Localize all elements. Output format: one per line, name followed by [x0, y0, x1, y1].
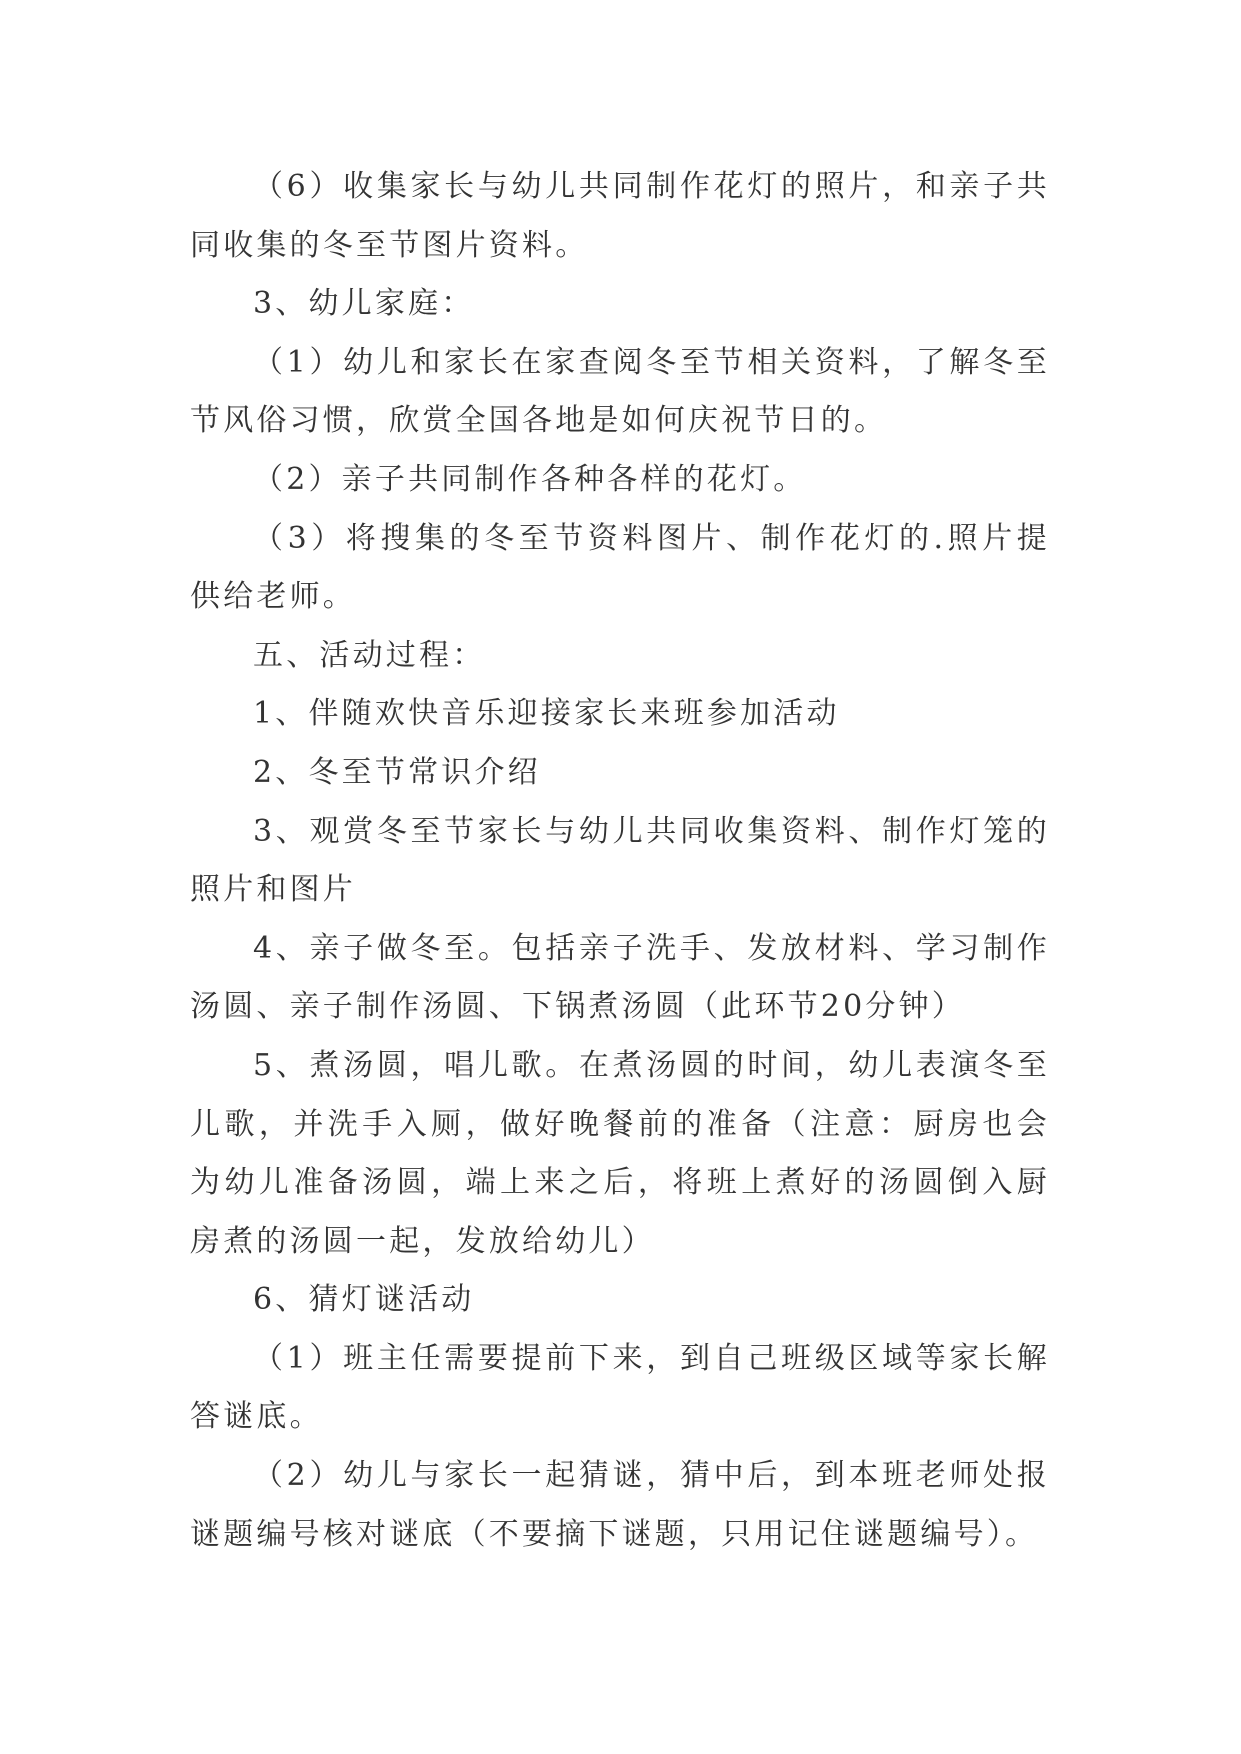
step-view-photos: 3、观赏冬至节家长与幼儿共同收集资料、制作灯笼的照片和图片	[190, 813, 1050, 908]
paragraph-family-research: （1）幼儿和家长在家查阅冬至节相关资料，了解冬至节风俗习惯，欣赏全国各地是如何庆祝节日的。	[190, 344, 1050, 439]
heading-family: 3、幼儿家庭：	[253, 286, 475, 322]
paragraph-provide-photos: （3）将搜集的冬至节资料图片、制作花灯的.照片提供给老师。	[190, 520, 1050, 615]
step-cook-tangyuan: 5、煮汤圆，唱儿歌。在煮汤圆的时间，幼儿表演冬至儿歌，并洗手入厕，做好晚餐前的准备（注意：厨房也会为幼儿准备汤圆，端上来之后，将班上煮好的汤圆倒入厨房煮的汤圆一起，发放给幼儿）	[190, 1047, 1050, 1259]
step-festival-intro: 2、冬至节常识介绍	[253, 754, 541, 790]
paragraph-teacher-answers: （1）班主任需要提前下来，到自己班级区域等家长解答谜底。	[190, 1340, 1050, 1435]
heading-activity-process: 五、活动过程：	[253, 637, 486, 673]
document-body	[190, 158, 1050, 1564]
paragraph-guess-riddles: （2）幼儿与家长一起猜谜，猜中后，到本班老师处报谜题编号核对谜底（不要摘下谜题，只用记住谜题编号）。	[190, 1458, 1050, 1552]
step-welcome-parents: 1、伴随欢快音乐迎接家长来班参加活动	[253, 696, 840, 732]
paragraph-collect-photos: （6）收集家长与幼儿共同制作花灯的照片，和亲子共同收集的冬至节图片资料。	[190, 169, 1050, 263]
paragraph-make-lanterns: （2）亲子共同制作各种各样的花灯。	[253, 461, 807, 497]
step-make-tangyuan: 4、亲子做冬至。包括亲子洗手、发放材料、学习制作汤圆、亲子制作汤圆、下锅煮汤圆（此环节20分钟）	[190, 930, 1050, 1025]
step-lantern-riddles: 6、猜灯谜活动	[253, 1282, 475, 1318]
